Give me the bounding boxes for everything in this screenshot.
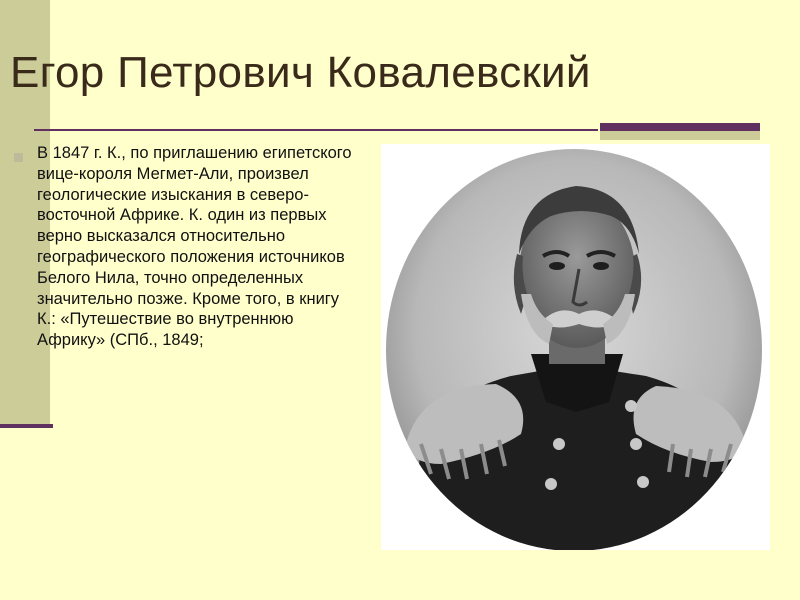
title-divider-accent (600, 123, 760, 131)
left-accent-underline (0, 424, 53, 428)
title-divider-accent-fill (600, 131, 760, 140)
slide-body-text: В 1847 г. К., по приглашению египетского вице-короля Мегмет-Али, произвел геологические изыскания в северо-восточной Африке. К. один из первых верно высказался относительно географического положения источников Белого Нила, точно определенных значительно позже. Кроме того, в книгу К.: «Путешествие во внутреннюю Африку» (СПб., 1849; (37, 144, 352, 350)
bullet-square-icon (14, 153, 23, 162)
title-divider (34, 129, 598, 131)
portrait-image (381, 144, 770, 550)
slide-title: Егор Петрович Ковалевский (10, 48, 591, 97)
